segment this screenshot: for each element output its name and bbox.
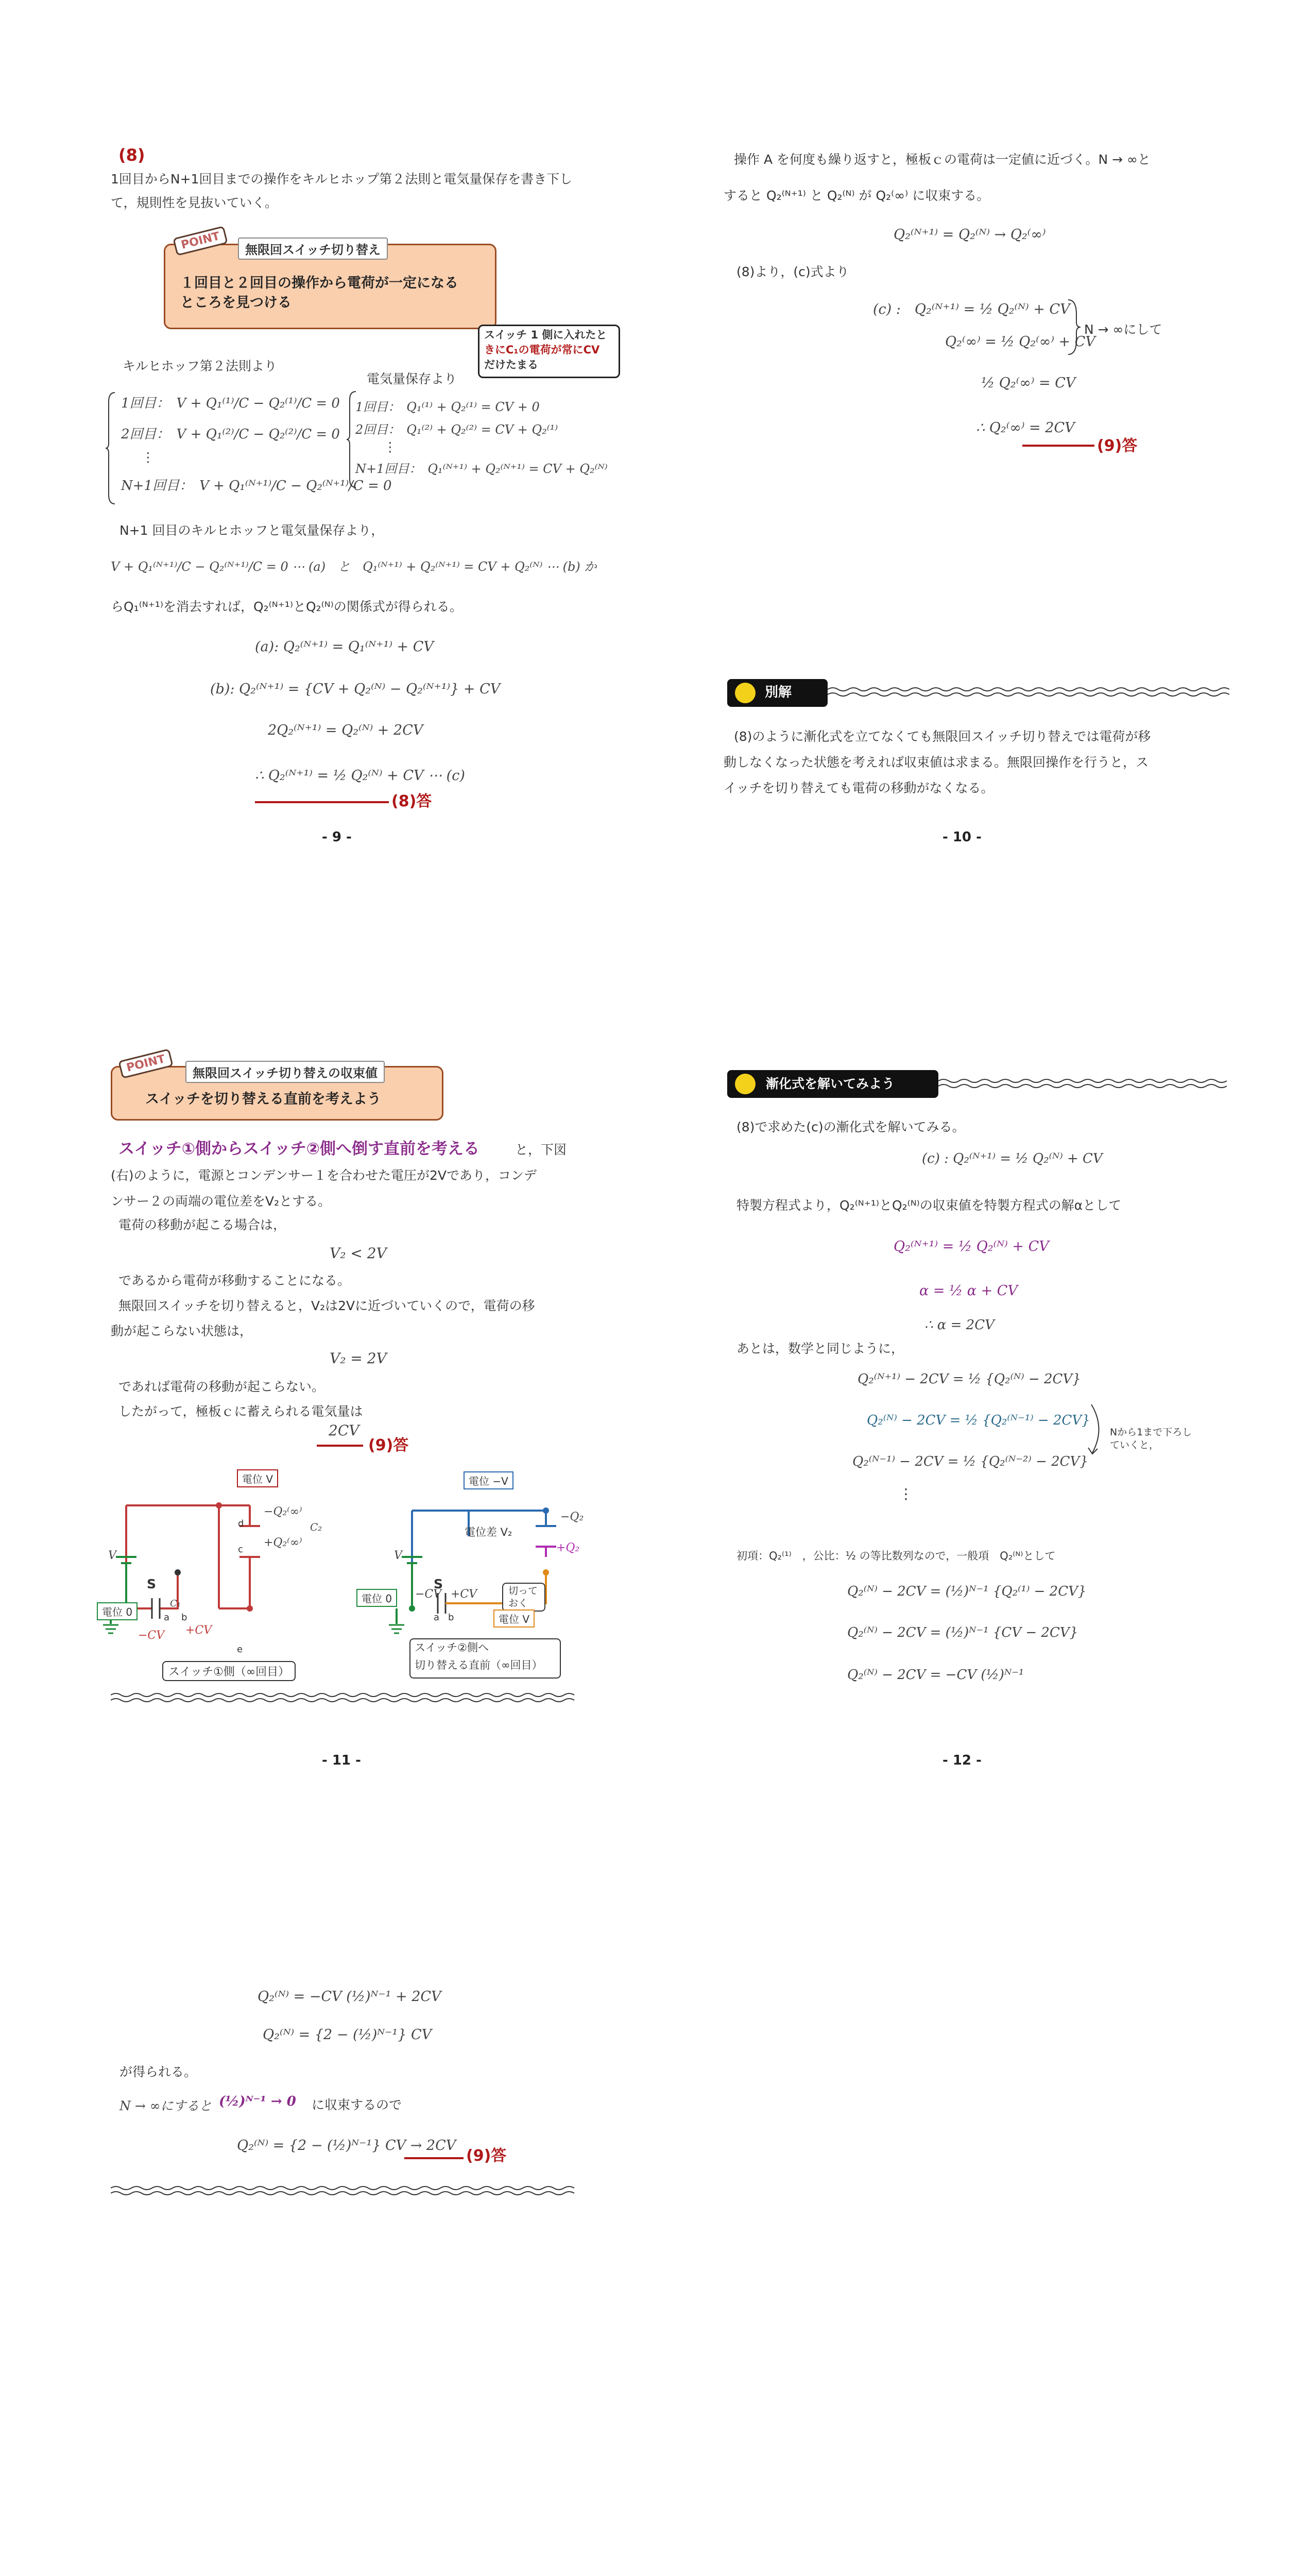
- eq-7: Q₂⁽ᴺ⁻¹⁾ − 2CV = ½ {Q₂⁽ᴺ⁻²⁾ − 2CV}: [852, 1454, 1088, 1469]
- circuit-right: [381, 1480, 613, 1655]
- bulb-icon: [735, 1074, 756, 1094]
- side-note: N → ∞にして: [1084, 322, 1162, 337]
- page-11: [0, 923, 652, 1846]
- text-3: (8)より，(c)式より: [736, 264, 849, 279]
- text-1: 操作 A を何度も繰り返すと，極板ｃの電荷は一定値に近づく。N → ∞と: [734, 152, 1151, 167]
- page-12: [652, 923, 1303, 1846]
- line-5: であるから電荷が移動することになる。: [118, 1273, 351, 1288]
- answer-label: (9)答: [1097, 437, 1138, 455]
- lead-bold: スイッチ①側からスイッチ②側へ倒す直前を考える: [118, 1140, 480, 1158]
- charge-eq-n: N+1回目： Q₁⁽ᴺ⁺¹⁾ + Q₂⁽ᴺ⁺¹⁾ = CV + Q₂⁽ᴺ⁾: [355, 462, 608, 476]
- answer-underline: [255, 801, 389, 803]
- betsu-line-1: (8)のように漸化式を立てなくても無限回スイッチ切り替えでは電荷が移: [734, 729, 1151, 744]
- left-pot-0-label: 電位 0: [97, 1602, 138, 1620]
- text-2: 特製方程式より，Q₂⁽ᴺ⁺¹⁾とQ₂⁽ᴺ⁾の収束値を特製方程式の解αとして: [736, 1198, 1122, 1213]
- wavy-divider: [111, 1691, 579, 1704]
- derive-2: (b): Q₂⁽ᴺ⁺¹⁾ = {CV + Q₂⁽ᴺ⁾ − Q₂⁽ᴺ⁺¹⁾} + CV: [210, 681, 501, 697]
- betsu-line-3: イッチを切り替えても電荷の移動がなくなる。: [724, 781, 994, 795]
- line-4: 電荷の移動が起こる場合は，: [118, 1217, 286, 1232]
- left-q-top: −Q₂⁽∞⁾: [264, 1505, 302, 1518]
- eq-8: Q₂⁽ᴺ⁾ − 2CV = (½)ᴺ⁻¹ {Q₂⁽¹⁾ − 2CV}: [847, 1584, 1087, 1599]
- derive-4: ∴ Q₂⁽ᴺ⁺¹⁾ = ½ Q₂⁽ᴺ⁾ + CV ⋯ (c): [255, 768, 465, 784]
- page-number: - 9 -: [322, 829, 352, 845]
- answer-label: (9)答: [466, 2147, 507, 2165]
- left-caption: スイッチ①側（∞回目）: [162, 1661, 296, 1681]
- eq-a-b: V + Q₁⁽ᴺ⁺¹⁾/C − Q₂⁽ᴺ⁺¹⁾/C = 0 ⋯ (a) と Q₁⁽ᴺ⁺¹⁾ + Q₂⁽ᴺ⁺¹⁾ = CV + Q₂⁽ᴺ⁾ ⋯ (b) か: [111, 560, 597, 574]
- eq-2: Q₂⁽ᴺ⁾ = {2 − (½)ᴺ⁻¹} CV: [263, 2027, 432, 2043]
- curve-arrow: [1087, 1402, 1108, 1459]
- eq-1: Q₂⁽ᴺ⁺¹⁾ = Q₂⁽ᴺ⁾ → Q₂⁽∞⁾: [894, 227, 1046, 243]
- eq-5: Q₂⁽ᴺ⁺¹⁾ − 2CV = ½ {Q₂⁽ᴺ⁾ − 2CV}: [858, 1371, 1081, 1387]
- text-4: 初項：Q₂⁽¹⁾ ，公比：½ の等比数列なので，一般項 Q₂⁽ᴺ⁾として: [736, 1550, 1056, 1562]
- right-q-bot: +Q₂: [556, 1541, 580, 1554]
- page-number: - 12 -: [942, 1753, 982, 1768]
- answer-underline: [317, 1445, 363, 1447]
- line-8: であれば電荷の移動が起こらない。: [118, 1379, 325, 1394]
- callout-line-3: だけたまる: [484, 359, 538, 371]
- text-2: すると Q₂⁽ᴺ⁺¹⁾ と Q₂⁽ᴺ⁾ が Q₂⁽∞⁾ に収束する。: [724, 188, 990, 203]
- text-2a: N → ∞にすると: [119, 2098, 212, 2113]
- betsu-line-2: 動しなくなった状態を考えれば収束値は求まる。無限回操作を行うと，ス: [724, 755, 1149, 770]
- right-pot-mv-label: 電位 −V: [464, 1471, 513, 1489]
- left-d: d: [238, 1518, 244, 1529]
- right-pcv: +CV: [451, 1588, 477, 1601]
- right-b: b: [448, 1612, 454, 1623]
- line-2: (右)のように，電源とコンデンサー１を合わせた電圧が2Vであり，コンデ: [111, 1168, 537, 1183]
- derive-3: 2Q₂⁽ᴺ⁺¹⁾ = Q₂⁽ᴺ⁾ + 2CV: [268, 722, 423, 738]
- left-q-bot: +Q₂⁽∞⁾: [264, 1536, 302, 1549]
- right-q-top: −Q₂: [560, 1511, 584, 1523]
- kirchhoff-dots: ⋮: [142, 450, 155, 465]
- wavy-divider: [828, 685, 1229, 699]
- eq-3: Q₂⁽∞⁾ = ½ Q₂⁽∞⁾ + CV: [945, 334, 1095, 350]
- left-s: S: [147, 1577, 157, 1591]
- right-a: a: [434, 1612, 440, 1623]
- right-pot-0-label: 電位 0: [356, 1589, 397, 1607]
- text-b: らQ₁⁽ᴺ⁺¹⁾を消去すれば，Q₂⁽ᴺ⁺¹⁾とQ₂⁽ᴺ⁾の関係式が得られる。: [111, 599, 462, 614]
- side-note-1: Nから1まで下ろし: [1110, 1427, 1192, 1438]
- point-body: スイッチを切り替える直前を考えよう: [145, 1091, 381, 1107]
- charge-eq-1: 1回目： Q₁⁽¹⁾ + Q₂⁽¹⁾ = CV + 0: [355, 400, 540, 414]
- text-1: (8)で求めた(c)の漸化式を解いてみる。: [736, 1120, 965, 1134]
- right-v: V: [394, 1549, 402, 1562]
- cut-bubble: 切って おく: [502, 1583, 545, 1612]
- brace-right: [1066, 299, 1082, 355]
- kirchhoff-eq-1: 1回目： V + Q₁⁽¹⁾/C − Q₂⁽¹⁾/C = 0: [121, 396, 340, 411]
- left-mcv: −CV: [138, 1629, 165, 1642]
- eq-3: α = ½ α + CV: [919, 1283, 1018, 1299]
- left-c1: C₁: [170, 1598, 181, 1609]
- page-number: - 11 -: [322, 1753, 361, 1768]
- left-v: V: [108, 1549, 116, 1562]
- line-6: 無限回スイッチを切り替えると，V₂は2Vに近づいていくので，電荷の移: [118, 1298, 535, 1313]
- eq-2: Q₂⁽ᴺ⁺¹⁾ = ½ Q₂⁽ᴺ⁾ + CV: [894, 1239, 1049, 1255]
- line-7: 動が起こらない状態は，: [111, 1324, 253, 1338]
- page-10: [652, 0, 1303, 923]
- callout-line-1: スイッチ 1 側に入れたと: [484, 329, 607, 341]
- charge-label: 電気量保存より: [367, 371, 457, 386]
- left-a: a: [164, 1612, 170, 1623]
- text-1: が得られる。: [119, 2064, 197, 2079]
- point-body-1: １回目と２回目の操作から電荷が一定になる: [180, 275, 458, 291]
- right-caption-1: スイッチ②側へ: [415, 1641, 489, 1654]
- equality: V₂ = 2V: [330, 1350, 387, 1367]
- bulb-icon: [735, 683, 756, 703]
- answer-label: (8)答: [391, 792, 432, 810]
- eq-5: ∴ Q₂⁽∞⁾ = 2CV: [976, 420, 1075, 436]
- page-13: [0, 1846, 652, 2576]
- right-s: S: [434, 1577, 443, 1591]
- charge-dots: ⋮: [384, 439, 397, 454]
- point-heading: 無限回スイッチ切り替え: [238, 238, 388, 260]
- left-c2: C₂: [310, 1521, 322, 1533]
- point-tag: POINT: [118, 1048, 174, 1079]
- eq-2: (c) : Q₂⁽ᴺ⁺¹⁾ = ½ Q₂⁽ᴺ⁾ + CV: [873, 301, 1070, 317]
- callout-line-2: きにC₁の電荷が常にCV: [484, 344, 600, 356]
- answer-label: (9)答: [368, 1436, 409, 1454]
- dots: ⋮: [899, 1485, 913, 1502]
- eq-3: Q₂⁽ᴺ⁾ = {2 − (½)ᴺ⁻¹} CV → 2CV: [237, 2138, 456, 2154]
- text-3: あとは，数学と同じように，: [736, 1341, 904, 1356]
- side-note-2: ていくと，: [1110, 1439, 1159, 1451]
- ineq: V₂ < 2V: [330, 1245, 387, 1262]
- wavy-divider: [938, 1077, 1229, 1090]
- eq-9: Q₂⁽ᴺ⁾ − 2CV = (½)ᴺ⁻¹ {CV − 2CV}: [847, 1625, 1078, 1640]
- left-pcv: +CV: [185, 1624, 212, 1637]
- kirchhoff-eq-n: N+1回目： V + Q₁⁽ᴺ⁺¹⁾/C − Q₂⁽ᴺ⁺¹⁾/C = 0: [121, 478, 392, 494]
- charge-eq-2: 2回目： Q₁⁽²⁾ + Q₂⁽²⁾ = CV + Q₂⁽¹⁾: [355, 422, 558, 437]
- page-9: [0, 0, 652, 923]
- eq-4: ∴ α = 2CV: [924, 1317, 995, 1333]
- answer-underline: [1022, 445, 1094, 447]
- result: 2CV: [329, 1422, 359, 1439]
- right-pot-v-label: 電位 V: [493, 1609, 535, 1628]
- intro-text: 1回目からN+1回目までの操作をキルヒホップ第２法則と電気量保存を書き下して，規則性を見抜いていく。: [111, 172, 573, 210]
- text-2c: に収束するので: [312, 2097, 402, 2112]
- page-number: - 10 -: [942, 829, 982, 845]
- text-2b: (½)ᴺ⁻¹ → 0: [219, 2094, 296, 2109]
- section-bar-label: 漸化式を解いてみよう: [766, 1076, 895, 1091]
- eq-1: (c) : Q₂⁽ᴺ⁺¹⁾ = ½ Q₂⁽ᴺ⁾ + CV: [922, 1151, 1103, 1166]
- line-3: ンサー２の両端の電位差をV₂とする。: [111, 1194, 331, 1209]
- eq-6: Q₂⁽ᴺ⁾ − 2CV = ½ {Q₂⁽ᴺ⁻¹⁾ − 2CV}: [867, 1413, 1090, 1428]
- line-9: したがって，極板ｃに蓄えられる電気量は: [118, 1404, 363, 1419]
- eq-4: ½ Q₂⁽∞⁾ = CV: [981, 375, 1076, 391]
- kirchhoff-label: キルヒホッフ第２法則より: [123, 359, 277, 374]
- answer-underline: [404, 2157, 464, 2159]
- text-a: N+1 回目のキルヒホッフと電気量保存より，: [119, 523, 384, 538]
- left-b: b: [181, 1612, 187, 1623]
- kirchhoff-eq-2: 2回目： V + Q₁⁽²⁾/C − Q₂⁽²⁾/C = 0: [121, 427, 340, 442]
- left-e: e: [237, 1644, 243, 1655]
- point-tag: POINT: [173, 226, 228, 256]
- lead-rest: と，下図: [515, 1142, 567, 1157]
- left-c: c: [238, 1544, 243, 1555]
- eq-1: Q₂⁽ᴺ⁾ = −CV (½)ᴺ⁻¹ + 2CV: [258, 1989, 441, 2005]
- point-body-2: ところを見つける: [180, 295, 292, 311]
- point-heading: 無限回スイッチ切り替えの収束値: [185, 1061, 385, 1083]
- derive-1: (a): Q₂⁽ᴺ⁺¹⁾ = Q₁⁽ᴺ⁺¹⁾ + CV: [255, 639, 434, 655]
- right-caption-2: 切り替える直前（∞回目）: [415, 1659, 543, 1671]
- right-diff: 電位差 V₂: [465, 1526, 512, 1538]
- right-mcv: −CV: [415, 1588, 442, 1601]
- betsu-label: 別解: [765, 685, 792, 700]
- section-label: (8): [118, 145, 145, 165]
- left-pot-v-label: 電位 V: [237, 1469, 278, 1487]
- wavy-divider: [111, 2184, 579, 2197]
- eq-10: Q₂⁽ᴺ⁾ − 2CV = −CV (½)ᴺ⁻¹: [847, 1667, 1024, 1683]
- left-brace: [106, 392, 116, 505]
